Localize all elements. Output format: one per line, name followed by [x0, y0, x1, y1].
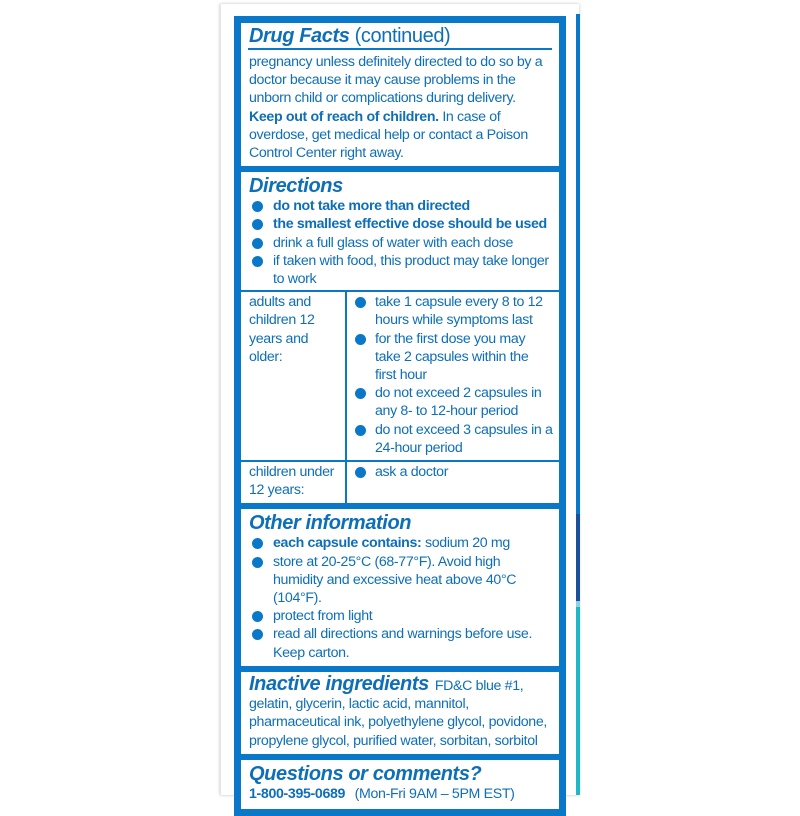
drug-facts-title: Drug Facts	[249, 25, 350, 47]
pregnancy-warning-text: pregnancy unless definitely directed to do so by a doctor because it may cause problems in the unborn child or complications during delivery.	[249, 54, 543, 107]
bullet-icon	[252, 538, 263, 549]
drug-facts-continued-label: (continued)	[354, 25, 451, 47]
list-item	[349, 330, 553, 385]
list-item	[349, 293, 553, 329]
directions-bullets	[249, 197, 551, 288]
list-item	[249, 534, 551, 552]
list-item	[249, 607, 551, 625]
drug-facts-panel	[234, 16, 566, 816]
drug-facts-heading	[249, 25, 551, 47]
bullet-icon	[355, 297, 366, 308]
list-item	[349, 421, 553, 457]
contact-line	[249, 785, 551, 803]
inactive-ingredients-heading: Inactive ingredients	[249, 672, 429, 695]
questions-section	[241, 760, 559, 809]
edge-segment-teal	[576, 607, 580, 795]
bullet-icon	[252, 256, 263, 267]
bullet-bold-prefix: each capsule contains:	[273, 535, 422, 552]
age-group-cell: children under 12 years:	[241, 461, 346, 503]
list-item	[249, 197, 551, 215]
warnings-continued-section	[241, 23, 559, 166]
bullet-icon	[252, 611, 263, 622]
bullet-text: the smallest effective dose should be used	[273, 216, 547, 233]
bullet-text: if taken with food, this product may take longer to work	[273, 252, 549, 288]
bullet-icon	[355, 388, 366, 399]
bullet-icon	[252, 219, 263, 230]
dosage-text: do not exceed 2 capsules in any 8- to 12-hour period	[375, 385, 542, 420]
bullet-text: read all directions and warnings before use. Keep carton.	[273, 626, 533, 661]
questions-heading: Questions or comments?	[249, 762, 482, 785]
list-item	[349, 384, 553, 420]
list-item	[249, 553, 551, 608]
bullet-icon	[252, 557, 263, 568]
dosage-text: take 1 capsule every 8 to 12 hours while symptoms last	[375, 294, 543, 329]
other-information-section	[241, 509, 559, 665]
phone-number: 1-800-395-0689	[249, 785, 346, 802]
list-item	[249, 252, 551, 288]
inactive-ingredients-text: FD&C blue #1, gelatin, glycerin, lactic acid, mannitol, pharmaceutical ink, polyethylene glycol, povidone, propylene glycol, purified water, sorbitan, sorbitol	[249, 677, 547, 749]
overdose-text: In case of overdose, get medical help or contact a Poison Control Center right away.	[249, 108, 528, 162]
list-item	[249, 215, 551, 233]
dosage-text: do not exceed 3 capsules in a 24-hour period	[375, 421, 553, 456]
warnings-paragraph	[249, 53, 551, 162]
list-item	[249, 625, 551, 661]
table-row	[241, 461, 559, 503]
other-information-bullets	[249, 534, 551, 661]
other-information-heading: Other information	[249, 512, 412, 535]
list-item	[349, 463, 553, 481]
dosage-cell	[346, 461, 559, 503]
list-item	[249, 234, 551, 252]
bullet-icon	[252, 238, 263, 249]
age-group-cell: adults and children 12 years and older:	[241, 291, 346, 461]
bullet-text: drink a full glass of water with each dose	[273, 234, 514, 251]
directions-heading: Directions	[249, 175, 343, 198]
contact-hours: (Mon-Fri 9AM – 5PM EST)	[354, 785, 515, 802]
bullet-text: sodium 20 mg	[425, 535, 510, 552]
table-row	[241, 291, 559, 461]
directions-section	[241, 172, 559, 503]
bullet-text: protect from light	[273, 608, 373, 625]
dosage-text: ask a doctor	[375, 464, 449, 481]
bullet-text: store at 20-25°C (68-77°F). Avoid high humidity and excessive heat above 40°C (104°F).	[273, 553, 517, 607]
bullet-icon	[355, 467, 366, 478]
dosage-cell	[346, 291, 559, 461]
heading-rule	[248, 48, 552, 50]
bullet-icon	[355, 425, 366, 436]
dosage-text: for the first dose you may take 2 capsules within the first hour	[375, 330, 529, 384]
edge-segment-blue	[576, 14, 580, 514]
bullet-icon	[252, 629, 263, 640]
bullet-icon	[252, 201, 263, 212]
edge-segment-dark-blue	[576, 514, 580, 601]
carton-edge-strip	[576, 4, 580, 795]
bullet-icon	[355, 334, 366, 345]
keep-out-of-reach-text: Keep out of reach of children.	[249, 108, 439, 125]
dosage-table	[241, 290, 559, 503]
bullet-text: do not take more than directed	[273, 198, 470, 215]
inactive-ingredients-section	[241, 672, 559, 754]
